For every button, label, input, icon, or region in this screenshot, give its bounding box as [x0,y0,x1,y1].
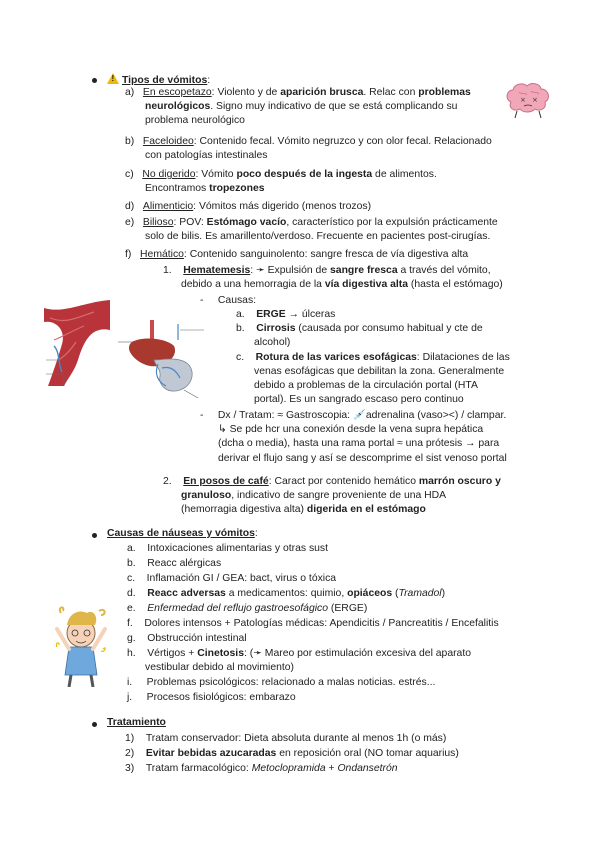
cause-e: e. Enfermedad del reflujo gastroesofágico (ERGE) [127,603,368,614]
list-item-f: f) Hemático: Contenido sanguinolento: sangre fresca de vía digestiva alta [125,249,469,260]
sublist-item-posos-cafe-line2: granuloso, indicativo de sangre proveniente de una HDA [181,490,447,501]
cause-h: h. Vértigos + Cinetosis: (➛ Mareo por estimulación excesiva del aparato [127,648,472,659]
svg-text:×: × [532,96,538,104]
causas-label: - Causas: [200,295,257,306]
cause-b: b. Reacc alérgicas [127,558,222,569]
list-item-c-line2: Encontramos tropezones [145,183,265,194]
liver-stomach-illustration [118,320,210,398]
esophagus-illustration [44,300,110,386]
cause-j: j. Procesos fisiológicos: embarazo [127,692,296,703]
treatment-1: 1) Tratam conservador: Dieta absoluta durante al menos 1h (o más) [125,733,447,744]
sublist-item-posos-cafe: 2. En posos de café: Caract por contenido hemático marrón oscuro y [163,476,501,487]
list-item-e: e) Bilioso: POV: Estómago vacío, característico por la expulsión prácticamente [125,217,498,228]
cause-c: c. Inflamación GI / GEA: bact, virus o tóxica [127,573,337,584]
list-item-b: b) Faceloideo: Contenido fecal. Vómito negruzco y con olor fecal. Relacionado [125,136,492,147]
sublist-item-hematemesis: 1. Hematemesis: ➛ Expulsión de sangre fresca a través del vómito, [163,265,491,276]
section-title-tipos: !Tipos de vómitos: [107,72,210,88]
list-item-b-line2: con patologías intestinales [145,150,268,161]
sublist-item-posos-cafe-line3: (hemorragia digestiva alta) digerida en el estómago [181,504,426,515]
cause-item-c-line4: portal). Es un sangrado escaso pero continuo [254,394,464,405]
bullet [92,722,97,727]
section-title-causas: Causas de náuseas y vómitos: [107,528,258,539]
list-item-e-line2: solo de bilis. Es amarillento/verdoso. Frecuente en pacientes post-cirugías. [145,231,491,242]
brain-sticker-icon [503,80,553,120]
svg-text:×: × [520,96,526,104]
treatment-3: 3) Tratam farmacológico: Metoclopramida + Ondansetrón [125,763,398,774]
warning-icon [107,73,119,84]
cause-i: i. Problemas psicológicos: relacionado a malas noticias. estrés... [127,677,436,688]
cause-a: a. Intoxicaciones alimentarias y otras sust [127,543,328,554]
dizzy-person-illustration [53,603,109,687]
cause-item-b-line2: alcohol) [254,337,291,348]
dx-tratam-line4: derivar el flujo sang y así se descomprime el sist venoso portal [218,453,507,464]
cause-item-c: c. Rotura de las varices esofágicas: Dilataciones de las [236,352,510,363]
treatment-2: 2) Evitar bebidas azucaradas en reposición oral (NO tomar aquarius) [125,748,459,759]
bullet [92,533,97,538]
cause-item-c-line2: venas esofágicas que debilitan la zona. Generalmente [254,366,505,377]
list-item-a-line3: problema neurológico [145,115,245,126]
dx-tratam-line3: (dcha o media), hasta una rama portal ≈ una prótesis → para [218,438,500,449]
section-title-tratamiento: Tratamiento [107,717,166,728]
cause-item-c-line3: debido a problemas de la circulación portal (HTA [254,380,478,391]
dx-tratam-line2: ↳ Se pde hcr una conexión desde la vena supra hepática [218,424,484,435]
cause-g: g. Obstrucción intestinal [127,633,247,644]
list-item-c: c) No digerido: Vómito poco después de la ingesta de alimentos. [125,169,437,180]
cause-d: d. Reacc adversas a medicamentos: quimio, opiáceos (Tramadol) [127,588,446,599]
cause-f: f. Dolores intensos + Patologías médicas: Apendicitis / Pancreatitis / Encefalitis [127,618,499,629]
cause-item-b: b. Cirrosis (causada por consumo habitual y cte de [236,323,483,334]
list-item-a: a) En escopetazo: Violento y de aparición brusca. Relac con problemas [125,87,471,98]
list-item-a-line2: neurológicos. Signo muy indicativo de que se está complicando su [145,101,458,112]
bullet [92,78,97,83]
list-item-d: d) Alimenticio: Vómitos más digerido (menos trozos) [125,201,372,212]
cause-h-line2: vestibular debido al movimiento) [145,662,295,673]
dx-tratam-line1: - Dx / Tratam: ≈ Gastroscopia: 💉adrenalina (vaso><) / clampar. [200,410,507,421]
sublist-item-hematemesis-line2: debido a una hemorragia de la vía digestiva alta (hasta el estómago) [181,279,503,290]
cause-item-a: a. ERGE → úlceras [236,309,336,320]
